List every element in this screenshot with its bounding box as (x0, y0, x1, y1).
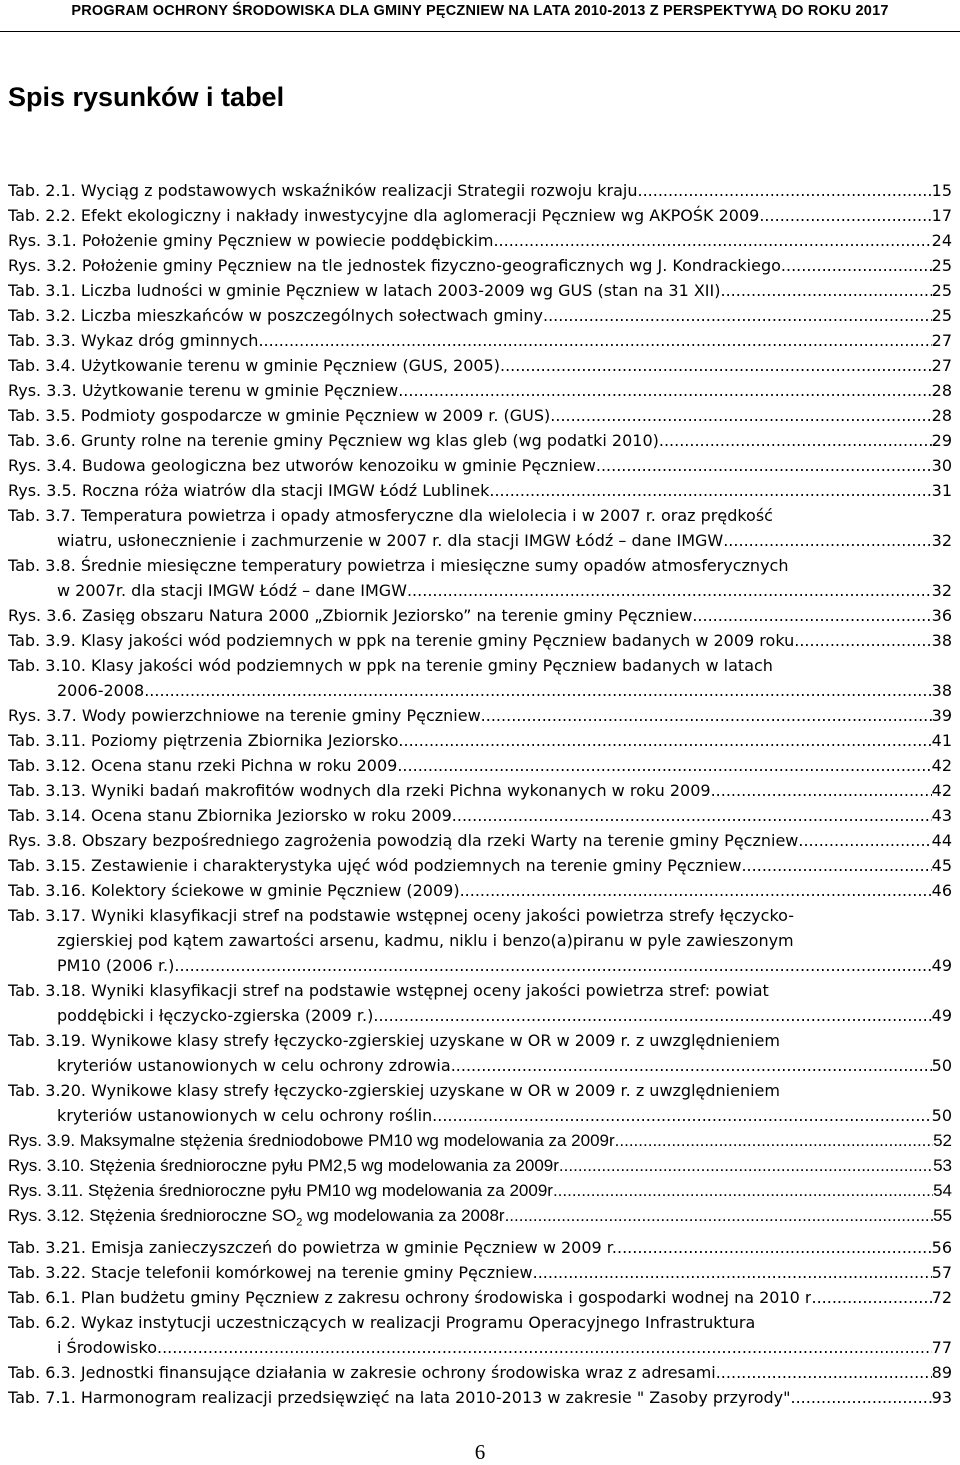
toc-entry[interactable] (8, 653, 952, 703)
toc-entry[interactable] (8, 353, 952, 378)
leader-dots (637, 178, 931, 203)
toc-entry-page: 25 (931, 281, 952, 300)
toc-entry-label: Tab. 3.7. Temperatura powietrza i opady atmosferyczne dla wielolecia i w 2007 r. oraz prędkość (8, 506, 773, 525)
toc-entry[interactable] (8, 1203, 952, 1235)
toc-entry-label: Tab. 3.12. Ocena stanu rzeki Pichna w roku 2009 (8, 756, 398, 775)
leader-dots (559, 1153, 933, 1178)
toc-entry-page: 43 (931, 806, 952, 825)
toc-entry-label-continued: kryteriów ustanowionych w celu ochrony roślin (57, 1106, 433, 1125)
toc-entry[interactable] (8, 1235, 952, 1260)
toc-entry-page: 41 (931, 731, 952, 750)
toc-entry-page: 56 (931, 1238, 952, 1258)
leader-dots (397, 753, 931, 778)
leader-dots (489, 478, 931, 503)
toc-entry[interactable] (8, 1360, 952, 1385)
toc-entry-page: 49 (931, 956, 952, 975)
toc-entry-page: 52 (933, 1131, 952, 1150)
toc-entry-label-continued: PM10 (2006 r.) (57, 956, 175, 975)
leader-dots (533, 1260, 932, 1285)
toc-entry[interactable] (8, 203, 952, 228)
toc-entry[interactable] (8, 303, 952, 328)
toc-entry-label: Tab. 3.9. Klasy jakości wód podziemnych w ppk na terenie gminy Pęczniew badanych w 2009 roku (8, 631, 795, 650)
toc-entry[interactable] (8, 503, 952, 553)
toc-entry-label: Rys. 3.9. Maksymalne stężenia średniodobowe PM10 wg modelowania za 2009r (8, 1131, 615, 1150)
toc-entry-page: 89 (931, 1363, 952, 1383)
leader-dots (432, 1103, 931, 1128)
leader-dots (174, 953, 931, 978)
toc-entry-label: Rys. 3.7. Wody powierzchniowe na terenie gminy Pęczniew (8, 706, 481, 725)
toc-entry-label: Tab. 3.6. Grunty rolne na terenie gminy Pęczniew wg klas gleb (wg podatki 2010) (8, 431, 659, 450)
toc-entry-label: Rys. 3.10. Stężenia średnioroczne pyłu PM2,5 wg modelowania za 2009r (8, 1156, 559, 1175)
toc-entry-label: Tab. 3.19. Wynikowe klasy strefy łęczycko-zgierskiej uzyskane w OR w 2009 r. z uwzględnieniem (8, 1031, 780, 1050)
toc-entry-page: 15 (931, 181, 952, 200)
toc-entry[interactable] (8, 453, 952, 478)
toc-entry-label: Rys. 3.1. Położenie gminy Pęczniew w powiecie poddębickim (8, 231, 494, 250)
toc-entry[interactable] (8, 403, 952, 428)
leader-dots (692, 603, 931, 628)
toc-entry[interactable] (8, 1260, 952, 1285)
leader-dots (659, 428, 932, 453)
toc-entry[interactable] (8, 753, 952, 778)
leader-dots (811, 1285, 931, 1310)
toc-entry-page: 25 (931, 306, 952, 325)
toc-entry-page: 45 (931, 856, 952, 875)
toc-entry-label: Rys. 3.12. Stężenia średnioroczne $SO_2$ wg modelowania za 2008r (8, 1206, 505, 1229)
toc-entry-page: 24 (931, 231, 952, 250)
toc-entry-page: 46 (931, 881, 952, 900)
toc-entry-label: Tab. 3.4. Użytkowanie terenu w gminie Pęczniew (GUS, 2005) (8, 356, 500, 375)
toc-entry-page: 30 (931, 456, 952, 475)
toc-entry-label: Tab. 3.14. Ocena stanu Zbiornika Jeziorsko w roku 2009 (8, 806, 452, 825)
toc-entry-label: Tab. 7.1. Harmonogram realizacji przedsięwzięć na lata 2010-2013 w zakresie " Zasoby przyrody" (8, 1388, 791, 1408)
toc-entry-page: 27 (931, 356, 952, 375)
toc-entry-page: 44 (931, 831, 952, 850)
toc-entry-label: Tab. 3.17. Wyniki klasyfikacji stref na podstawie wstępnej oceny jakości powietrza strefy łęczycko- (8, 906, 794, 925)
leader-dots (493, 228, 931, 253)
toc-entry[interactable] (8, 603, 952, 628)
leader-dots (617, 1235, 932, 1260)
toc-entry-label: Rys. 3.4. Budowa geologiczna bez utworów kenozoiku w gminie Pęczniew (8, 456, 596, 475)
toc-entry[interactable] (8, 1128, 952, 1153)
toc-entry-page: 28 (931, 381, 952, 400)
toc-entry-page: 53 (933, 1156, 952, 1175)
leader-dots (716, 1360, 932, 1385)
toc-entry[interactable] (8, 628, 952, 653)
toc-entry-page: 42 (931, 756, 952, 775)
toc-entry[interactable] (8, 1153, 952, 1178)
toc-entry-page: 72 (931, 1288, 952, 1308)
toc-entry-label: Tab. 3.2. Liczba mieszkańców w poszczególnych sołectwach gminy (8, 306, 543, 325)
leader-dots (451, 1053, 932, 1078)
toc-entry[interactable] (8, 1285, 952, 1310)
toc-entry[interactable] (8, 1385, 952, 1410)
leader-dots (553, 1178, 933, 1203)
toc-entry[interactable] (8, 1310, 952, 1360)
leader-dots (452, 803, 932, 828)
toc-entry-label: Tab. 3.3. Wykaz dróg gminnych (8, 331, 259, 350)
toc-entry[interactable] (8, 1078, 952, 1128)
leader-dots (720, 278, 931, 303)
toc-entry-label: Tab. 3.21. Emisja zanieczyszczeń do powietrza w gminie Pęczniew w 2009 r. (8, 1238, 617, 1258)
leader-dots (144, 678, 931, 703)
toc-entry-label: Tab. 3.5. Podmioty gospodarcze w gminie Pęczniew w 2009 r. (GUS) (8, 406, 551, 425)
toc-entry-page: 39 (931, 706, 952, 725)
toc-entry[interactable] (8, 328, 952, 353)
toc-entry[interactable] (8, 903, 952, 978)
toc-entry[interactable] (8, 228, 952, 253)
toc-entry[interactable] (8, 778, 952, 803)
toc-entry-label-continued: poddębicki i łęczycko-zgierska (2009 r.) (57, 1006, 374, 1025)
toc-entry[interactable] (8, 178, 952, 203)
leader-dots (373, 1003, 931, 1028)
toc-entry[interactable] (8, 278, 952, 303)
toc-entry-label: Tab. 2.2. Efekt ekologiczny i nakłady inwestycyjne dla aglomeracji Pęczniew wg AKPOŚK 2009 (8, 206, 760, 225)
page-title: Spis rysunków i tabel (8, 82, 285, 112)
leader-dots (798, 828, 931, 853)
toc-entry-page: 93 (931, 1388, 952, 1408)
toc-entry-page: 17 (931, 206, 952, 225)
toc-entry-label: Tab. 3.16. Kolektory ściekowe w gminie Pęczniew (2009) (8, 881, 460, 900)
toc-entry[interactable] (8, 828, 952, 853)
toc-entry-page: 36 (931, 606, 952, 625)
toc-entry-page: 49 (931, 1006, 952, 1025)
toc-entry-page: 28 (931, 406, 952, 425)
toc-entry-label: Tab. 6.3. Jednostki finansujące działania w zakresie ochrony środowiska wraz z adresami (8, 1363, 716, 1383)
toc-entry-label: Tab. 3.10. Klasy jakości wód podziemnych w ppk na terenie gminy Pęczniew badanych w latach (8, 656, 773, 675)
toc-entry-label: Tab. 3.15. Zestawienie i charakterystyka ujęć wód podziemnych na terenie gminy Pęczniew (8, 856, 742, 875)
leader-dots (741, 853, 931, 878)
running-header: PROGRAM OCHRONY ŚRODOWISKA DLA GMINY PĘCZNIEW NA LATA 2010-2013 Z PERSPEKTYWĄ DO ROKU 2017 (71, 3, 889, 19)
leader-dots (481, 703, 932, 728)
toc-entry-page: 27 (931, 331, 952, 350)
toc-entry-label: Rys. 3.2. Położenie gminy Pęczniew na tle jednostek fizyczno-geograficznych wg J. Kondrackiego (8, 256, 781, 275)
leader-dots (615, 1128, 933, 1153)
toc-entry[interactable] (8, 478, 952, 503)
toc-entry-label: Tab. 3.18. Wyniki klasyfikacji stref na podstawie wstępnej oceny jakości powietrza stref: powiat (8, 981, 769, 1000)
leader-dots (543, 303, 932, 328)
toc-entry-label: Tab. 3.22. Stacje telefonii komórkowej na terenie gminy Pęczniew (8, 1263, 533, 1283)
toc-entry-label-continued: zgierskiej pod kątem zawartości arsenu, kadmu, niklu i benzo(a)piranu w pyle zawieszonym (57, 931, 794, 950)
toc-entry[interactable] (8, 1178, 952, 1203)
toc-entry-label: Rys. 3.5. Roczna róża wiatrów dla stacji IMGW Łódź Lublinek (8, 481, 490, 500)
toc-entry-label: Tab. 6.1. Plan budżetu gminy Pęczniew z zakresu ochrony środowiska i gospodarki wodnej na 2010 r (8, 1288, 812, 1308)
leader-dots (716, 778, 932, 803)
toc-entry[interactable] (8, 378, 952, 403)
toc-entry-label-continued: wiatru, usłonecznienie i zachmurzenie w 2007 r. dla stacji IMGW Łódź – dane IMGW (57, 531, 724, 550)
toc-entry[interactable] (8, 728, 952, 753)
toc-entry-label-continued: 2006-2008 (57, 681, 145, 700)
leader-dots (759, 203, 931, 228)
toc-entry[interactable] (8, 428, 952, 453)
toc-entry-page: 50 (931, 1056, 952, 1075)
leader-dots (500, 353, 932, 378)
toc-entry[interactable] (8, 853, 952, 878)
toc-entry-label: Tab. 3.8. Średnie miesięczne temperatury powietrza i miesięczne sumy opadów atmosferycznych (8, 556, 789, 575)
toc-entry-page: 38 (931, 631, 952, 650)
toc-entry-page: 50 (931, 1106, 952, 1125)
toc-entry-label: Tab. 6.2. Wykaz instytucji uczestniczących w realizacji Programu Operacyjnego Infrastruktura (8, 1313, 756, 1333)
toc-entry-page: 57 (931, 1263, 952, 1283)
toc-entry[interactable] (8, 878, 952, 903)
toc-entry-label: Tab. 3.11. Poziomy piętrzenia Zbiornika Jeziorsko (8, 731, 399, 750)
toc-entry-label-continued: kryteriów ustanowionych w celu ochrony zdrowia (57, 1056, 451, 1075)
toc-entry-label: Rys. 3.3. Użytkowanie terenu w gminie Pęczniew (8, 381, 399, 400)
toc-entry[interactable] (8, 1028, 952, 1078)
leader-dots (596, 453, 932, 478)
leader-dots (794, 628, 931, 653)
leader-dots (398, 378, 931, 403)
toc-entry-label: Rys. 3.8. Obszary bezpośredniego zagrożenia powodzią dla rzeki Warty na terenie gminy Pęczniew (8, 831, 799, 850)
toc-entry[interactable] (8, 803, 952, 828)
toc-entry-page: 77 (931, 1338, 952, 1358)
toc-entry-page: 32 (931, 531, 952, 550)
toc-entry-page: 25 (931, 256, 952, 275)
toc-entry-label: Tab. 3.1. Liczba ludności w gminie Pęczniew w latach 2003-2009 wg GUS (stan na 31 XII) (8, 281, 721, 300)
leader-dots (505, 1203, 934, 1228)
toc-entry-label: Rys. 3.6. Zasięg obszaru Natura 2000 „Zbiornik Jeziorsko” na terenie gminy Pęczniew (8, 606, 693, 625)
header-divider (0, 31, 960, 32)
leader-dots (723, 528, 931, 553)
toc-entry-label-continued: i Środowisko (57, 1338, 157, 1358)
leader-dots (791, 1385, 932, 1410)
leader-dots (157, 1335, 932, 1360)
leader-dots (460, 878, 932, 903)
leader-dots (258, 328, 931, 353)
toc-entry[interactable] (8, 253, 952, 278)
list-of-figures-and-tables (8, 178, 952, 1410)
toc-entry-label: Tab. 2.1. Wyciąg z podstawowych wskaźników realizacji Strategii rozwoju kraju (8, 181, 638, 200)
leader-dots (781, 253, 932, 278)
leader-dots (398, 728, 931, 753)
toc-entry[interactable] (8, 978, 952, 1028)
toc-entry-page: 29 (931, 431, 952, 450)
toc-entry-label: Rys. 3.11. Stężenia średnioroczne pyłu PM10 wg modelowania za 2009r (8, 1181, 553, 1200)
toc-entry[interactable] (8, 553, 952, 603)
toc-entry-label: Tab. 3.13. Wyniki badań makrofitów wodnych dla rzeki Pichna wykonanych w roku 2009. (8, 781, 716, 800)
toc-entry[interactable] (8, 703, 952, 728)
page-number: 6 (474, 1440, 486, 1464)
toc-entry-page: 42 (931, 781, 952, 800)
toc-entry-page: 31 (931, 481, 952, 500)
toc-entry-page: 55 (933, 1206, 952, 1225)
leader-dots (550, 403, 931, 428)
toc-entry-page: 54 (933, 1181, 952, 1200)
toc-entry-page: 38 (931, 681, 952, 700)
toc-entry-label-continued: w 2007r. dla stacji IMGW Łódź – dane IMGW (57, 581, 407, 600)
toc-entry-label: Tab. 3.20. Wynikowe klasy strefy łęczycko-zgierskiej uzyskane w OR w 2009 r. z uwzględnieniem (8, 1081, 780, 1100)
leader-dots (407, 578, 932, 603)
toc-entry-page: 32 (931, 581, 952, 600)
